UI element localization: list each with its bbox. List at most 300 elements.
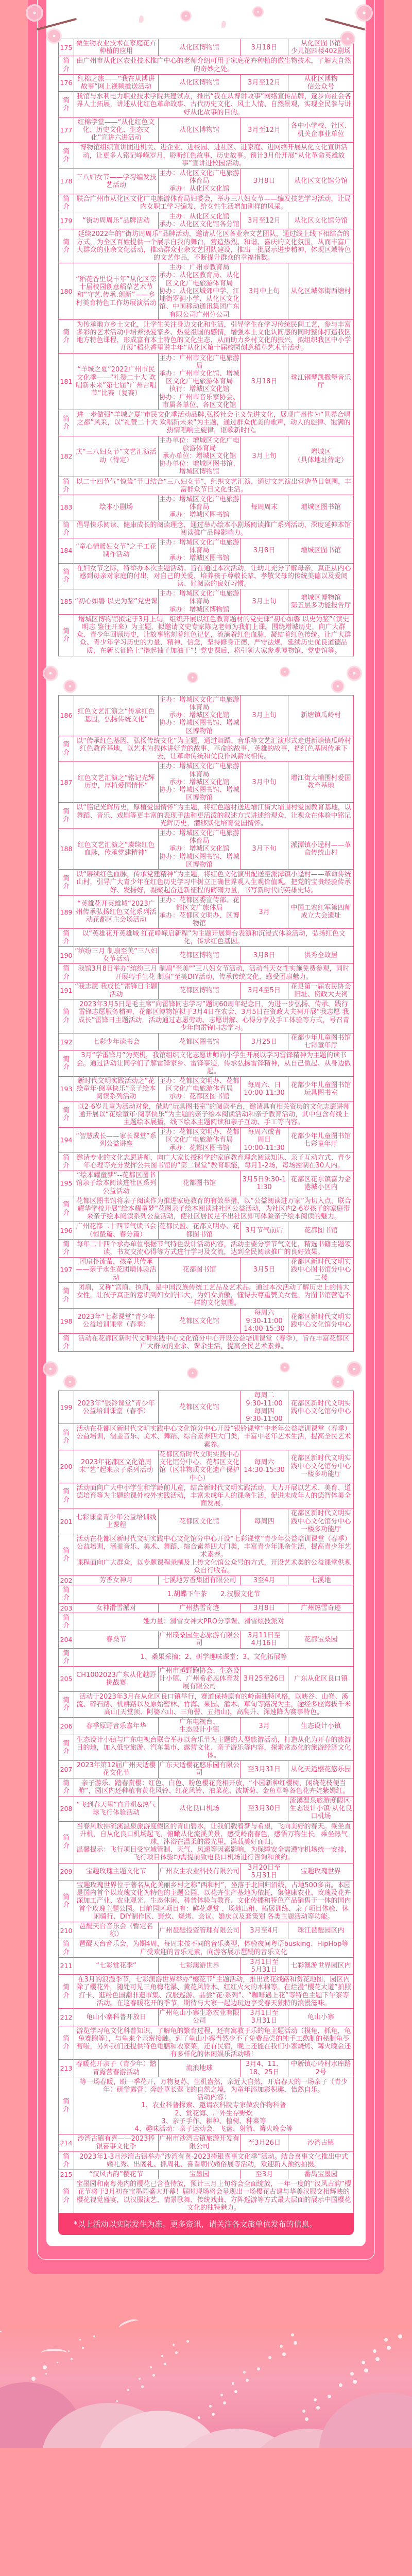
event-title: 红色文艺汇演之“铭记光辉历史，厚植爱国情怀” (74, 762, 159, 803)
intro-label: 简 介 (59, 964, 74, 982)
event-organizer: 七溪地芳香集团有限公司 (159, 1575, 241, 1585)
event-intro: 活动面向广大中小学生和学龄前儿童，结合新时代文明实践活动，大力开展以艺术、美育、道德培育等为主题的课外校外实践活动，丰富未成年人的课余生活，促进未成年人的德智体美全面发展。 (74, 1483, 354, 1509)
event-organizer: 主办：增城区文化广电旅游体育局 承办：增城区图书馆 (159, 538, 240, 563)
event-intro: 博物馆组织宣讲团进机关、进企业、进校园、进社区、进家庭、进网络开展从化文化宣讲活动，让更多人铭记峥嵘岁月，聆听红色故事、历史故事。预计3月份开展“从化革命英雄故事”宣讲进校园活动。 (74, 143, 354, 169)
event-location: 花都区新时代文明实践中心图书馆分中心二楼 (288, 1258, 354, 1283)
event-location: 各中小学校、社区、机关企事业单位 (288, 117, 354, 143)
flower-icon (347, 1361, 362, 1377)
petal-icon (139, 15, 144, 23)
event-number: 202 (59, 1575, 74, 1585)
event-title: “羊城之夏”2022广州市民文化季——“礼赞二十大 欢唱新未来”第七届“广州合唱节”比赛（复赛） (74, 353, 159, 410)
pink-frame (28, 0, 384, 2274)
event-location: 花都区新时代文明实践中心文化馆分中心 (288, 1391, 354, 1424)
event-date: 每周六或者 周日 10:00-11:30 (241, 1128, 288, 1153)
event-organizer: 广州热雪奇迹 (159, 1603, 241, 1613)
event-title: “七彩赏花季” (74, 1957, 159, 1974)
event-organizer: 花都区文化馆 (159, 1391, 241, 1424)
event-number: 207 (59, 1761, 74, 1778)
bokeh-dot (127, 2389, 129, 2391)
event-organizer: 花都区文化馆 (159, 1309, 241, 1334)
event-location: 花都少年儿童图书馆七彩童年厅 (288, 1033, 354, 1050)
event-location: 增城区图书馆 (288, 495, 354, 520)
event-intro-row (59, 1778, 354, 1796)
event-intro: 花都区图书馆将亲子阅读作为推进家庭教育的有效举措，以“公益阅读进万家”为切入点，联合耀华学校开展“绘本耀童梦”花图亲子绘本阅读进社区公益活动，为社区内2-6岁孩子的家庭带来亲子绘本阅读系列公益活动，使社区居民足不出社区即可体验亲子绘本阅读的魅力。 (74, 1196, 354, 1222)
event-date: 每周六 9:30-11:00 14:00-15:30 (241, 1309, 288, 1334)
event-row (59, 2170, 354, 2179)
event-intro-row (59, 229, 354, 263)
bokeh-dot (280, 2345, 283, 2348)
event-date: 3月1日至 5月31日 (241, 1957, 288, 1974)
bokeh-dot (141, 2385, 144, 2388)
intro-label: 简 介 (59, 1050, 74, 1077)
event-location: 宝趣玫瑰世界 (288, 1863, 354, 1880)
event-intro-row (59, 2077, 354, 2134)
event-intro: 邀请专业的文化志愿讲师，向广大家长授科学的家庭教育理念阅读知识、亲子互动方式、青少年心理等充分发挥公共图书馆的“第二课堂”教育职能，每月1-2场，每场控制在30人内。 (74, 1153, 354, 1171)
event-organizer: 广州友生农业科技有限公司 (159, 1863, 241, 1880)
event-title: 2023年第12届广州天适樱花文化节 (74, 1761, 159, 1778)
event-intro: 为传承地方乡土文化，让学生关注身边文化和生活，引导学生在学习传统民间工艺，参与丰富多彩的艺术活动中培养热爱家乡、热爱祖国的感情，增强本土文化认同感的同时整体打造我区地方特色课程，形成富有本土特色的文化生态，从而助力乡村文化的振兴，拟组织我区中小学开展“稻花香里说丰年”从化区第十届校园创意稻草艺术节活动。 (74, 319, 354, 353)
event-intro: 以“赓续红色血脉，传承党建精神”为主题，将红色文化演出配送至派潭镇小迳村——革命传统山村，引导广大青少年在红色历史学习中树立正确世界观人生观价值观。把党的宝贵经验传承好、发扬好，凝聚起奋进新征程的磅礴力量，书写新时代的英雄史诗。 (74, 870, 354, 896)
event-row (59, 538, 354, 563)
event-location: 从化区博物 信公众号 (288, 74, 354, 91)
event-intro-row (59, 1196, 354, 1222)
event-title: 三八妇女节——学习编发技艺活动 (74, 169, 159, 194)
event-number: 183 (59, 495, 74, 520)
event-organizer: 主办：增城区文化广电旅游体育局 承办：增城区博物馆 (159, 590, 240, 614)
event-row (59, 1450, 354, 1483)
content-panel (46, 0, 366, 2246)
event-date: 至3月31日 (241, 1761, 288, 1778)
event-date: 3月至4月 (241, 1922, 288, 1939)
event-row (59, 1957, 354, 1974)
event-date: 3至4月 (241, 1575, 288, 1585)
event-organizer: 广州璞桑园生态旅游有限公司 (159, 1632, 240, 1648)
event-title: “绘本耀童梦”--花都区图书馆亲子绘本阅读进社区系列公益活动 (74, 1171, 159, 1196)
event-intro: 琶醍天台音乐会，为期4周，每周末按不同的音乐类型，体验夜间粤语busking、HipHop等广受欢迎的音乐元素，向游客展示琶醍的音乐文化 (74, 1939, 354, 1957)
event-organizer: 七彩澳游世界 (159, 1957, 241, 1974)
bokeh-dot (173, 2344, 175, 2346)
event-organizer: 主办：增城区文化广电旅游体育局 承办：增城区文化馆 协办：增城区图书馆、增城区博物馆 (159, 762, 240, 802)
bokeh-dot (93, 2335, 95, 2337)
intro-label: 简 介 (59, 870, 74, 896)
event-row (59, 1309, 354, 1334)
intro-label: 简 介 (59, 1648, 74, 1666)
event-intro-row (59, 736, 354, 762)
event-intro: 当春风吹拂流溪温泉旅游度假区的青山碧水，让我们载着梦与希望，飞向美好的春天。乘坐直升机，自从化良口机场起飞，俯瞰从化流溪美景，感受岭南春色，感悟万物生长。乘坐热气球，沐浴在温柔的霞光里，满载美好而归。 温馨提示：飞行项目受空域管制、天气、风速等因素影响，为保障安全需遵守机场统一安排，飞行项目体验均需提前致电良口机场进行咨询和预约。 (74, 1821, 354, 1863)
event-intro: 进一步做强“羊城之夏”市民文化季活动品牌,弘扬社会主义先进文化，展现广州作为“世界合唱之都”风采，以“礼赞二十大 欢唱新未来”为主题，通过群众优美的歌声，动人的旋律、饱满的热情唱响主旋律，讴歌新时代。 (74, 410, 354, 436)
event-title: “初心如磐 以史为鉴”党史课 (74, 589, 159, 615)
event-intro-row (59, 928, 354, 946)
event-date: 3月8日 (241, 1603, 288, 1613)
event-row (59, 1033, 354, 1050)
event-title: 沙湾古镇有喜——2023捧银喜事文化季 (74, 2134, 159, 2151)
event-date: 至3月30日 (241, 1797, 288, 1822)
event-row (59, 2009, 354, 2026)
flower-icon (280, 667, 290, 677)
event-intro: 亲子游乐、踏春赏樱：红色、白色、粉色樱花竞相开放，“小园新种红樱树，闲绕花枝便当游”，园区内还种植有黄花风铃、红花风铃、油菜花、波斯菊、金鱼草等各色花卉姹紫嫣红。 (74, 1778, 354, 1796)
event-organizer: 花都区文化馆 (159, 1509, 241, 1534)
flower-icon (43, 1361, 58, 1377)
event-title: 新时代文明实践活动之“花绘童年·阅享快乐”亲子绘本阅读系列活动 (74, 1076, 159, 1101)
event-date: 每周六 14:30-15:30 (241, 1450, 288, 1483)
event-number: 208 (59, 1797, 74, 1822)
event-intro-row (59, 1735, 354, 1761)
event-intro-row (59, 143, 354, 169)
event-location: 花都宝桑园 (288, 1631, 354, 1648)
event-row (59, 1258, 354, 1283)
event-date: 3月下旬 (241, 829, 288, 870)
event-intro: 每年二十四个承办单位根据节气特色设计活动内容，活动主要分享节气文化，精选书籍主题领读，书友交流心得等方式进行学习及交流，达到全民阅读推广的良好效果。 (74, 1239, 354, 1257)
event-location: 珠江琶醍园区内 (288, 1922, 354, 1939)
event-organizer: 主办单位：增城区文化广电旅游体育局 承办单位：增城区文化馆 协办单位：增城区图书馆、增城区博物馆 (159, 436, 240, 476)
event-number: 192 (59, 1033, 74, 1050)
event-location: 七溪地 (288, 1575, 354, 1585)
bokeh-dot (246, 2379, 249, 2382)
event-location: 从化区文化馆分馆 (288, 212, 354, 229)
event-intro-row (59, 1613, 354, 1631)
event-intro: 我馆与水利电力职业技术学院共建试点，推出“我在从博讲故事”网络宣传品牌，逐步向社会各界人士拓展，讲述从化红色革命故事、古代历史文化、风土人情、自然景观，实现全民参与讲好从化故事的目的。 (74, 92, 354, 118)
event-row (59, 1666, 354, 1691)
flower-icon (187, 1367, 198, 1379)
event-intro: 活动在花都区新时代文明实践中心文化馆分中心开设公益培训课堂（春季），旨在丰富花都区广大群众的业余、课余生活，提高全民艺术素养。 (74, 1334, 354, 1352)
event-intro-row (59, 964, 354, 982)
bokeh-dot (220, 2394, 223, 2396)
event-organizer: 花都区博物馆 (159, 946, 241, 963)
bokeh-dot (305, 2417, 308, 2421)
event-intro-row (59, 803, 354, 829)
bokeh-dot (116, 2400, 118, 2402)
bokeh-dot (45, 2373, 47, 2375)
event-title: 春暖花开亲子（青少年）踏青露营春游活动 (74, 2060, 159, 2077)
event-date: 至3月26日 (241, 2134, 288, 2151)
event-number: 195 (59, 1171, 74, 1196)
event-date: 每周二 9:30-11:00 每周四 9:30-11:00 (241, 1391, 288, 1424)
event-number: 189 (59, 895, 74, 928)
event-location: 番禺宝墨园 (288, 2170, 354, 2179)
event-intro-row (59, 1050, 354, 1077)
event-date: 3月中旬 (241, 762, 288, 803)
event-location: 派潭镇小迳村——革命传统山村 (288, 829, 354, 870)
event-number: 203 (59, 1603, 74, 1613)
event-number: 193 (59, 1076, 74, 1101)
intro-label: 简 介 (59, 410, 74, 436)
event-tables (58, 39, 354, 2213)
event-date: 3月25日 (241, 1033, 288, 1050)
bokeh-dot (362, 2361, 365, 2364)
event-title: 女神滑雪派对 (74, 1603, 159, 1613)
event-intro-row (59, 1483, 354, 1509)
event-number: 185 (59, 589, 74, 615)
event-intro: 以“铭记光辉历史，厚植爱国情怀”为主题，将红色题材送进增江街大埔围村爱国教育基地，以舞蹈、音乐、戏剧等更丰富的表现手法和更活泼的叙述方式讲述给观众，让观众在体验中铭记光辉历史，潜移默化培育爱国情怀。 (74, 803, 354, 829)
event-organizer: 从化良口机场 (159, 1797, 241, 1822)
event-organizer: 广东电视台、 生态设计小镇 (159, 1718, 241, 1735)
event-date: 3月上旬 (241, 436, 288, 477)
flower-icon (252, 6, 264, 18)
event-title: “童心情暖妇女节”之手工花制作活动 (74, 538, 159, 563)
event-title: 红色文艺汇演之“赓续红色血脉，传承党建精神” (74, 829, 159, 870)
event-title: 庆“三八妇女节”文艺汇演活动（待定） (74, 436, 159, 477)
event-intro-row (59, 92, 354, 118)
event-organizer: 广州琶醍投资管理有限公司 (159, 1922, 241, 1939)
event-organizer: 主办：从化区文化馆 承办：从化区文化馆各分馆 (159, 213, 240, 229)
event-intro: 3月“学雷锋月”为契机，我馆组织文化志愿讲师向小学生开展以学习雷锋精神为主题的读书会。通过活动让同学们了解雷锋家乡、雷锋事迹，传承弘扬雷锋精神，从自己做起、从身边做起。 (74, 1050, 354, 1077)
bokeh-dot (243, 2371, 246, 2374)
bokeh-dot (314, 2398, 317, 2401)
event-date: 3月5日 (241, 1258, 288, 1283)
bokeh-dot (384, 2338, 388, 2342)
event-intro: 活动在花都区新时代文明实践中心文化馆分中心开设“银铃课堂”中老年公益培训课堂（春季）公益培训，涵盖音乐、美术、舞蹈、综合素养四大门类，丰富中老年艺术生活，提高全民艺术素养。 (74, 1424, 354, 1450)
bokeh-dot (198, 2416, 200, 2419)
event-number: 184 (59, 538, 74, 563)
bokeh-dot (232, 2382, 234, 2385)
event-date: 3月中上旬 (241, 263, 288, 319)
flower-icon (63, 680, 77, 693)
event-intro-row (59, 614, 354, 656)
event-title: CH1002023广东从化越野挑战赛 (74, 1666, 159, 1691)
flower-icon (180, 10, 192, 22)
event-date: 3月上旬 (241, 589, 288, 615)
event-row (59, 1603, 354, 1613)
event-number: 178 (59, 169, 74, 194)
bokeh-dot (257, 2367, 260, 2370)
event-intro: 以“传承红色基因，弘扬传统文化”为主题，通过舞蹈、音乐等文艺汇演形式走进新塘镇瓜岭村红色教育基地，以艺术为载体讲好党的故事、革命的故事、英雄的故事，把红色基因传承下去，让革命传统和优良作风薪火相传。 (74, 736, 354, 762)
event-organizer: 花都区博物馆 (159, 982, 241, 999)
intro-label: 简 介 (59, 1534, 74, 1575)
event-row (59, 263, 354, 319)
event-table (58, 1391, 354, 2213)
event-date: 3月 (241, 895, 288, 928)
event-intro-row (59, 520, 354, 538)
event-date: 3月至12月 (241, 212, 288, 229)
event-intro-row (59, 2151, 354, 2170)
flower-icon (280, 1362, 290, 1372)
event-intro-row (59, 1939, 354, 1957)
event-title: 七彩课堂青少年公益培训线上课程 (74, 1509, 159, 1534)
event-intro: 团扇，又称“宫扇、执扇，是中国汉族传统工艺品及艺术品。通过本次活动了解历史上的伟大女性，让孩子真正的意识到妇女的伟大，为妇女骄傲，懂得去尊重赞美女性。为图书馆营造不一样的文化氛围。 (74, 1282, 354, 1309)
event-location: 从化区图书馆 少儿馆四楼402剧场 (288, 39, 354, 56)
event-row (59, 495, 354, 520)
event-number: 186 (59, 695, 74, 736)
event-date: 3月8日 (241, 538, 288, 563)
bokeh-dot (294, 2341, 297, 2345)
event-organizer: 从化区博物馆 (159, 74, 241, 91)
event-intro-row (59, 2026, 354, 2060)
event-intro: 由广州市从化区农业技术推广中心的老师介绍可用于家庭花卉种植的微生物技术，了解大自然的奇妙之处。 (74, 56, 354, 74)
flower-icon (347, 666, 362, 681)
event-date: 3月8日 (241, 169, 288, 194)
bokeh-dot (350, 2372, 354, 2376)
flower-icon (26, 4, 43, 22)
bokeh-dot (79, 2339, 81, 2341)
petal-icon (221, 21, 226, 28)
bokeh-dot (186, 2340, 189, 2343)
event-location: 沙湾古镇 (288, 2134, 354, 2151)
bokeh-dot (387, 2346, 391, 2350)
intro-label: 简 介 (59, 2179, 74, 2213)
event-row (59, 1171, 354, 1196)
intro-label: 简 介 (59, 194, 74, 212)
event-location: 流溪温泉旅游度假区·生态设计小镇·从化良口机场 (288, 1797, 354, 1822)
event-row (59, 1509, 354, 1534)
intro-label: 简 介 (59, 803, 74, 829)
intro-label: 简 介 (59, 1101, 74, 1128)
bokeh-dot (291, 2333, 294, 2336)
intro-label: 简 介 (59, 1613, 74, 1631)
footer-note: *以上活动以实际发生为准。更多资讯，请关注各文旅单位发布的信息。 (58, 2213, 354, 2235)
event-date: 3月上旬 (241, 695, 288, 736)
event-title: 宝趣玫瑰主题文化节 (74, 1863, 159, 1880)
event-number: 212 (59, 2009, 74, 2026)
event-intro-row (59, 1648, 354, 1666)
flower-icon (331, 1375, 345, 1388)
event-number: 176 (59, 74, 74, 91)
event-intro-row (59, 1282, 354, 1309)
event-location: 从化区城郊街西塘村 (288, 263, 354, 319)
event-date: 3月4、11、 18、25日 (241, 2060, 288, 2077)
cloud-shape (319, 2393, 412, 2448)
intro-label: 简 介 (59, 56, 74, 74)
event-title: 2023年“银铃课堂”青少年公益培训课堂（春季） (74, 1391, 159, 1424)
event-intro-row (59, 1585, 354, 1603)
event-intro-row (59, 1424, 354, 1450)
bokeh-dot (268, 2356, 271, 2359)
intro-label: 简 介 (59, 2026, 74, 2060)
event-intro-row (59, 2179, 354, 2213)
cherry-blossom-decoration (26, 0, 345, 39)
flower-icon (187, 672, 198, 683)
event-date: 3月 (241, 1718, 288, 1735)
bird-icon (117, 2317, 140, 2332)
event-intro: 宝趣玫瑰世界位于著名从化美丽乡村之称“西和村”，坐落于北回归沿线，占地500多亩。本园是国内首个以玫瑰文化为特色的主题公园，以花卉生产基地为依托，集健康农业、玫瑰及花卉深加工产业、农业观光、生态休闲、科普体验与教育、文化传播和特色产品销售于一体的国内首个玫瑰主题公园。目前园区项目有：鲜花观赏 、场地出租、拓展训练、亲子项目体验、休闲骑行、DIY制作区、野炊、烧烤、会议、婚庆以及套策划 各类主题活动等功能。 (74, 1880, 354, 1922)
intro-label: 简 介 (59, 229, 74, 263)
event-title: 芳香女神月 (74, 1575, 159, 1585)
event-row (59, 1575, 354, 1585)
event-intro-row (59, 194, 354, 212)
event-intro-row (59, 1821, 354, 1863)
event-organizer: 花都图书馆 (159, 1171, 241, 1196)
event-title: “缤纷三月 制扇至美”三八妇女节活动 (75, 947, 158, 963)
intro-label: 简 介 (59, 1778, 74, 1796)
event-date: 每周四 (241, 1509, 288, 1534)
intro-label: 简 介 (59, 614, 74, 656)
event-date: 每周周末 (241, 495, 288, 520)
intro-label: 简 介 (59, 143, 74, 169)
event-row (59, 1718, 354, 1735)
section-divider-blossoms (58, 656, 354, 695)
event-organizer: 广州市沙湾古镇旅游开发有限公司 (159, 2135, 240, 2151)
event-row (59, 1222, 354, 1239)
event-table (58, 39, 354, 656)
event-date: 3月1日至 3月31日 (241, 2009, 288, 2026)
event-row (59, 117, 354, 143)
event-title: 微生物农业技术在家庭花卉种植的应用 (74, 39, 159, 56)
flower-icon (340, 31, 355, 46)
flower-icon (355, 4, 373, 22)
event-intro-row (59, 1239, 354, 1257)
bokeh-dot (82, 2347, 84, 2349)
event-number: 213 (59, 2060, 74, 2077)
bokeh-dot (164, 2363, 166, 2365)
bokeh-dot (43, 2365, 47, 2369)
event-intro: 联合广州市从化区文化广电旅游体育局妇委会，举办三八妇女节——编发技艺学习活动，让局内女职工学习编发，给女性生活增加别样的风采。 (74, 194, 354, 212)
event-row (59, 212, 354, 229)
intro-label: 简 介 (59, 1880, 74, 1922)
event-table (58, 695, 354, 1352)
flower-icon (63, 1375, 77, 1388)
event-title: 春季原野音乐嘉年华 (74, 1718, 159, 1735)
flower-icon (43, 666, 58, 681)
event-title: 红棉之旅——“我在从博讲故事”网上视频推送活动 (74, 74, 159, 91)
event-date: 3月25至26日 (241, 1666, 288, 1691)
bokeh-dot (223, 2401, 226, 2404)
event-number: 215 (59, 2170, 74, 2179)
event-location: 广州热雪奇迹 (288, 1603, 354, 1613)
event-organizer: 从化区博物馆 (159, 117, 241, 143)
bokeh-dot (209, 2405, 212, 2408)
intro-label: 简 介 (59, 1939, 74, 1957)
event-row (59, 1922, 354, 1939)
intro-label: 简 介 (59, 1424, 74, 1450)
intro-label: 简 介 (59, 1821, 74, 1863)
event-number: 179 (59, 212, 74, 229)
event-intro-row (59, 563, 354, 589)
event-title: “街坊周周乐”品牌活动 (74, 212, 159, 229)
bokeh-dot (71, 2358, 73, 2360)
event-intro: 增城区博物馆拟定于3月上旬，组织开展以红色教育题材的党史课“初心如磐 以史为鉴”（读史明志 鉴往开来）为主题，拟邀请文史专家陈克老师为我们上课。围绕增城历史，向广大群众、青少年回顾历史，让故事铭刻着红色记忆，流淌着红色血脉，凝结着红色传统。让广大群众、青少年学习历史的力量、精神、信念，坚持修身正德、严守法规，延续历史优良道德品质，在新长征路上“撸起袖子加油干”！党史课后，将引领大家参观博物馆、党史馆等。 (74, 614, 354, 656)
event-row (59, 982, 354, 999)
bokeh-dot (339, 2383, 342, 2387)
event-intro-row (59, 1334, 354, 1352)
intro-label: 简 介 (59, 1585, 74, 1603)
event-organizer: 宝墨园 (159, 2170, 241, 2179)
intro-label: 简 介 (59, 477, 74, 495)
event-row (59, 1863, 354, 1880)
event-intro: 以“英雄花开英雄城 红花峥嵘启新程”为主题开展舞台表演和沉浸式体验活动，弘扬红色文化，传承红色基因。 (74, 928, 354, 946)
bokeh-dot (375, 2357, 380, 2361)
intro-label: 简 介 (59, 1282, 74, 1309)
event-title: 2023年“七彩课堂”青少年公益培训课堂（春季） (74, 1309, 159, 1334)
event-organizer: 花都民盟、花都文明办、花都图书馆 (159, 1223, 240, 1239)
event-number: 198 (59, 1309, 74, 1334)
intro-label: 简 介 (59, 928, 74, 946)
event-number: 196 (59, 1222, 74, 1239)
event-date: 3月4至5日 (241, 982, 288, 999)
event-row (59, 1391, 354, 1424)
event-number: 204 (59, 1631, 74, 1648)
event-number: 201 (59, 1509, 74, 1534)
event-organizer: 主办：花都区委宣传部、花都区文广旅体局 承办：花都区文明办、区博物馆 (159, 896, 240, 928)
event-intro: 在妇女节之际，特举办本次主题活动。旨在通过本次活动，让幼儿充分了解母亲，真正从内心感到母亲对家庭的付出，对自己的关爱，培养孩子尊敬长辈、孝敬父母的传统美德以及爱阅读、好阅读的良好习惯。 (74, 563, 354, 589)
event-row (59, 74, 354, 91)
bokeh-dot (31, 2377, 36, 2381)
bokeh-dot (212, 2413, 215, 2416)
event-organizer: 广东天适樱花悠乐园有限公司 (159, 1761, 240, 1777)
bokeh-dot (398, 2334, 402, 2338)
event-location: 生态设计小镇 (288, 1718, 354, 1735)
event-organizer: 主办：广州市教育局 承办：从化区教育局、从化区文化广电旅游体育局 协办：从化区城郊中学、江埔街罗洞小学、从化区文化馆、中国移动通讯集团广东有限公司广州分公司 (159, 264, 240, 319)
event-row (59, 1128, 354, 1153)
event-location: 新塘镇瓜岭村 (288, 695, 354, 736)
event-row (59, 589, 354, 615)
intro-label: 简 介 (59, 1239, 74, 1257)
event-intro: 1、桑果采摘；2、研学趣味课堂；3、文化拓展等 (74, 1648, 354, 1666)
cherry-blossom-illustration (0, 2274, 412, 2448)
event-title: “英雄花开英雄城”2023广州传承弘扬红色文化系列活动花都区主会场活动 (74, 895, 159, 928)
frame-inner-border (37, 0, 375, 2260)
event-intro: 延续2022年的“街坊周周乐”品牌活动，邀请从化区各业余文艺团队，通过线上线下相结合的方式，为全区百姓提供一个展示自我的舞台，营造热烈、和谐、喜庆的文化氛围，从而丰富广大群众的业余文化活动，推动群众业余文艺团队建设，推出一批展示进步精神，体现区域特色的文艺作品，不断提升群众的幸福指数。 (74, 229, 354, 263)
bokeh-dot (234, 2390, 237, 2393)
event-intro-row (59, 410, 354, 436)
